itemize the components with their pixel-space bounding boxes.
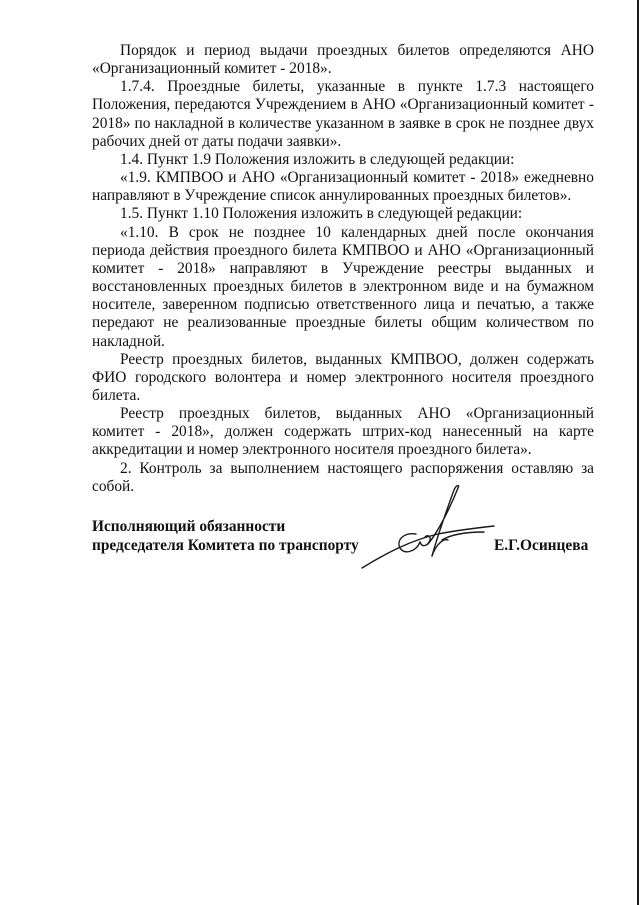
signatory-position-line-2: председателя Комитета по транспорту [92,536,359,554]
signatory-name: Е.Г.Осинцева [494,536,589,554]
signature-stroke-3 [428,486,459,556]
signature-stroke-6 [442,532,484,540]
paragraph-1-9: «1.9. КМПВОО и АНО «Организационный комитет - 2018» ежедневно направляют в Учреждение список аннулированных проездных билетов». [92,169,594,205]
scan-edge-line [637,0,639,905]
signatory-position [92,518,359,555]
signature-block [92,518,594,578]
paragraph-1-7-4: 1.7.4. Проездные билеты, указанные в пункте 1.7.3 настоящего Положения, передаются Учреждением в АНО «Организационный комитет - 2018» по накладной в количестве указанном в заявке в срок не позднее двух рабочих дней от даты подачи заявки». [92,78,594,150]
paragraph-registry-ano: Реестр проездных билетов, выданных АНО «Организационный комитет - 2018», должен содержать штрих-код нанесенный на карте аккредитации и номер электронного носителя проездного билета». [92,405,594,459]
handwritten-signature [358,482,508,572]
paragraph-1-10: «1.10. В срок не позднее 10 календарных дней после окончания периода действия проездного билета КМПВОО и АНО «Организационный комитет - 2018» направляют в Учреждение реестры выданных и восстановленных проездных билетов в электронном виде и на бумажном носителе, заверенном подписью ответственного лица и печатью, а также передают не реализованные проездные билеты общим количеством по накладной. [92,223,594,350]
paragraph-1-4: 1.4. Пункт 1.9 Положения изложить в следующей редакции: [120,150,515,168]
paragraph-1-5: 1.5. Пункт 1.10 Положения изложить в следующей редакции: [120,205,523,223]
signatory-position-line-1: Исполняющий обязанности [92,518,286,535]
document-body [92,42,594,496]
paragraph-control: 2. Контроль за выполнением настоящего распоряжения оставляю за собой. [92,459,594,495]
paragraph-order-period: Порядок и период выдачи проездных билетов определяются АНО «Организационный комитет - 2018». [92,42,594,78]
paragraph-registry-kmpvoo: Реестр проездных билетов, выданных КМПВОО, должен содержать ФИО городского волонтера и номер электронного носителя проездного билета. [92,350,594,404]
